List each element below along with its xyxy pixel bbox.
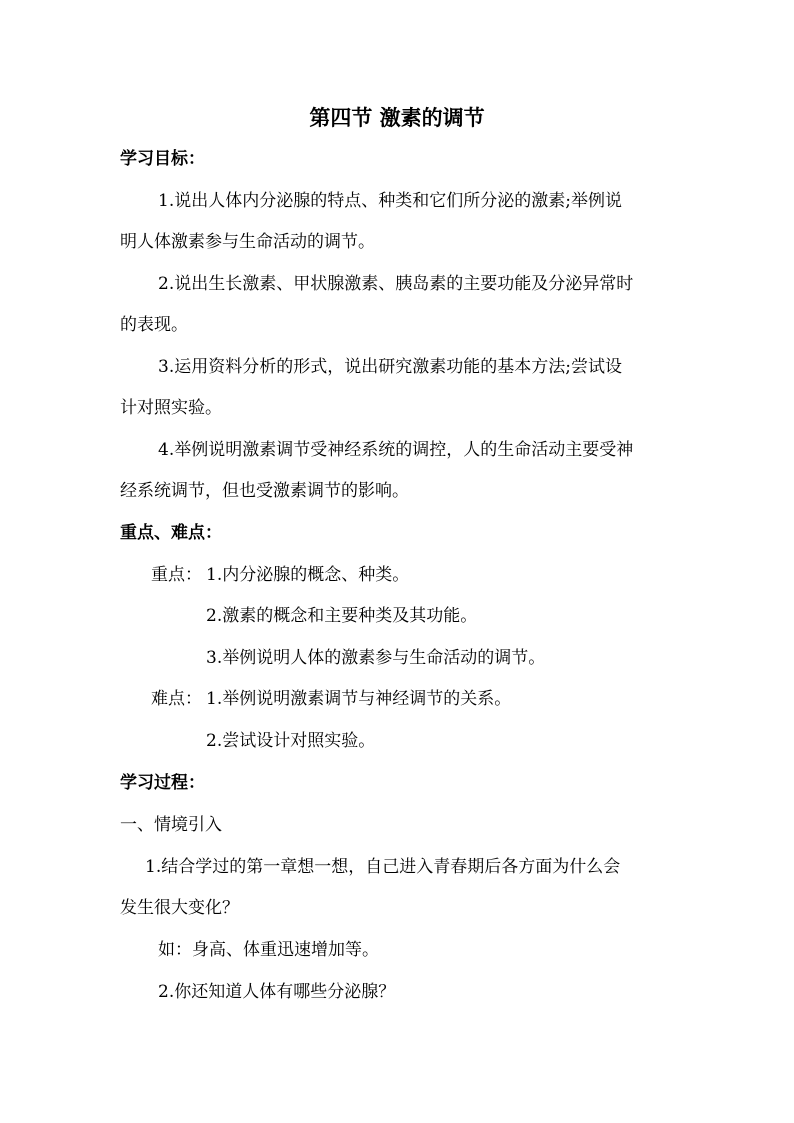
objective-2-line-2: 的表现。 xyxy=(120,315,188,335)
difficult-item-1: 1.举例说明激素调节与神经调节的关系。 xyxy=(206,689,512,709)
objective-1-line-2: 明人体激素参与生命活动的调节。 xyxy=(120,232,375,252)
keypoints-heading: 重点、难点： xyxy=(120,523,222,543)
objective-3-line-1: 3.运用资料分析的形式，说出研究激素功能的基本方法;尝试设 xyxy=(158,357,622,377)
objective-4-line-2: 经系统调节，但也受激素调节的影响。 xyxy=(120,481,409,501)
focus-label: 重点： xyxy=(151,565,202,585)
focus-item-3: 3.举例说明人体的激素参与生命活动的调节。 xyxy=(206,648,546,668)
question-1-line-1: 1.结合学过的第一章想一想，自己进入青春期后各方面为什么会 xyxy=(145,857,621,877)
difficult-label: 难点： xyxy=(151,689,202,709)
section-intro-heading: 一、情境引入 xyxy=(120,815,222,835)
focus-item-2: 2.激素的概念和主要种类及其功能。 xyxy=(206,606,478,626)
objective-2-line-1: 2.说出生长激素、甲状腺激素、胰岛素的主要功能及分泌异常时 xyxy=(158,274,634,294)
focus-item-1: 1.内分泌腺的概念、种类。 xyxy=(206,565,410,585)
difficult-item-2: 2.尝试设计对照实验。 xyxy=(206,731,376,751)
page-title: 第四节 激素的调节 xyxy=(309,106,485,130)
objective-4-line-1: 4.举例说明激素调节受神经系统的调控，人的生命活动主要受神 xyxy=(158,440,634,460)
objective-3-line-2: 计对照实验。 xyxy=(120,398,222,418)
question-2: 2.你还知道人体有哪些分泌腺？ xyxy=(158,982,396,1002)
objectives-heading: 学习目标： xyxy=(120,149,205,169)
process-heading: 学习过程： xyxy=(120,773,205,793)
objective-1-line-1: 1.说出人体内分泌腺的特点、种类和它们所分泌的激素;举例说 xyxy=(158,191,622,211)
question-1-line-2: 发生很大变化？ xyxy=(120,898,239,918)
example-text: 如：身高、体重迅速增加等。 xyxy=(158,940,379,960)
